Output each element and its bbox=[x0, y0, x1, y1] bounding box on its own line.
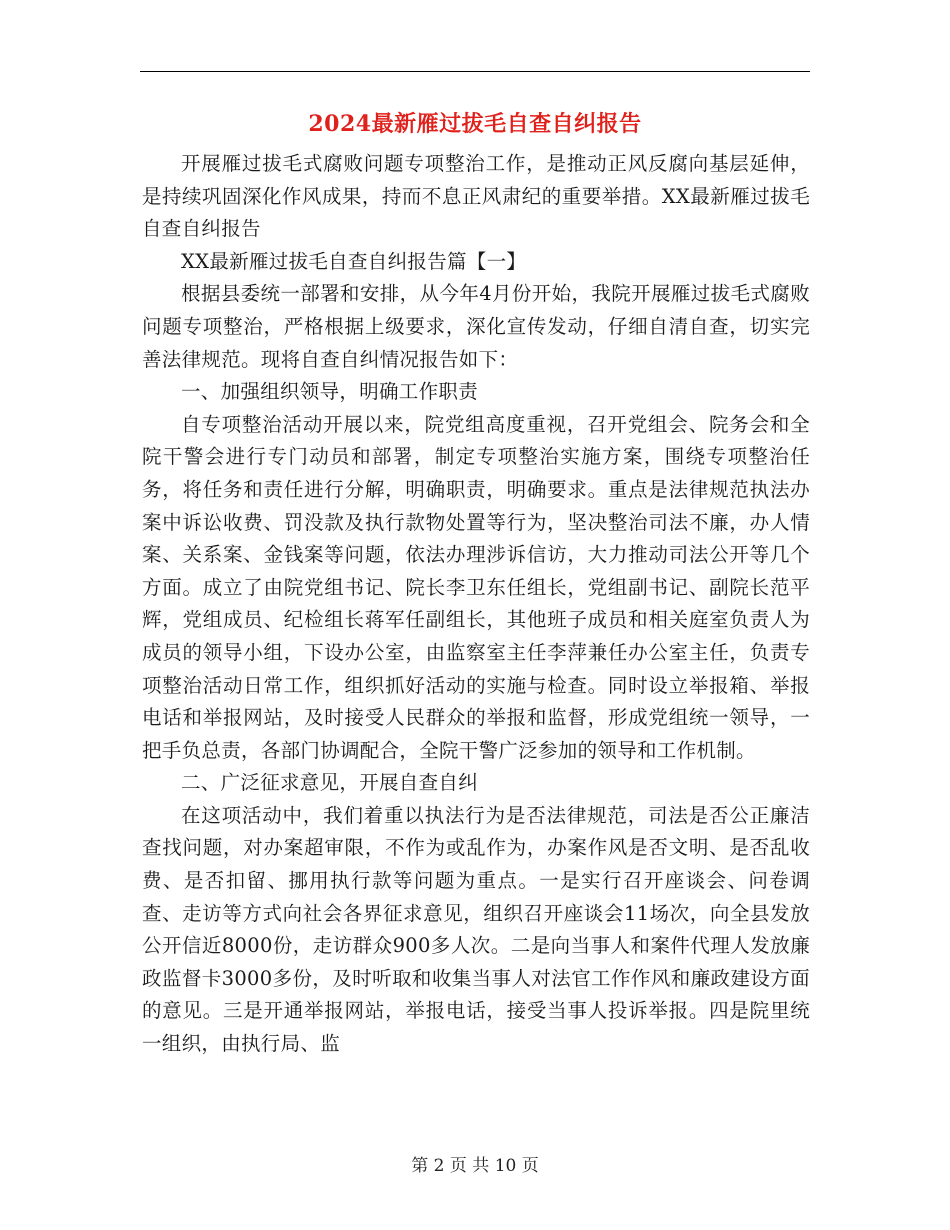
document-body bbox=[142, 148, 810, 1061]
document-title: 2024最新雁过拔毛自查自纠报告 bbox=[308, 111, 642, 137]
paragraph-organization: 自专项整治活动开展以来，院党组高度重视，召开党组会、院务会和全院干警会进行专门动员和部署，制定专项整治实施方案，围绕专项整治任务，将任务和责任进行分解，明确职责，明确要求。重点是法律规范执法办案中诉讼收费、罚没款及执行款物处置等行为，坚决整治司法不廉，办人情案、关系案、金钱案等问题，依法办理涉诉信访，大力推动司法公开等几个方面。成立了由院党组书记、院长李卫东任组长，党组副书记、副院长范平辉，党组成员、纪检组长蒋军任副组长，其他班子成员和相关庭室负责人为成员的领导小组，下设办公室，由监察室主任李萍兼任办公室主任，负责专项整治活动日常工作，组织抓好活动的实施与检查。同时设立举报箱、举报电话和举报网站，及时接受人民群众的举报和监督，形成党组统一领导，一把手负总责，各部门协调配合，全院干警广泛参加的领导和工作机制。 bbox=[142, 412, 810, 762]
paragraph-self-check: 在这项活动中，我们着重以执法行为是否法律规范，司法是否公正廉洁查找问题，对办案超审限，不作为或乱作为，办案作风是否文明、是否乱收费、是否扣留、挪用执行款等问题为重点。一是实行召开座谈会、问卷调查、走访等方式向社会各界征求意见，组织召开座谈会11场次，向全县发放公开信近8000份，走访群众900多人次。二是向当事人和案件代理人发放廉政监督卡3000多份，及时听取和收集当事人对法官工作作风和廉政建设方面的意见。三是开通举报网站，举报电话，接受当事人投诉举报。四是院里统一组织，由执行局、监 bbox=[142, 803, 810, 1056]
page-number: 第 2 页 共 10 页 bbox=[411, 1156, 539, 1176]
opening-paragraph: 根据县委统一部署和安排，从今年4月份开始，我院开展雁过拔毛式腐败问题专项整治，严格根据上级要求，深化宣传发动，仔细自清自查，切实完善法律规范。现将自查自纠情况报告如下： bbox=[142, 282, 810, 371]
section-title: XX最新雁过拔毛自查自纠报告篇【一】 bbox=[181, 249, 527, 273]
heading-two: 二、广泛征求意见，开展自查自纠 bbox=[181, 771, 479, 795]
header-rule bbox=[140, 71, 810, 72]
heading-one: 一、加强组织领导，明确工作职责 bbox=[181, 380, 479, 404]
intro-paragraph: 开展雁过拔毛式腐败问题专项整治工作，是推动正风反腐向基层延伸，是持续巩固深化作风成果，持而不息正风肃纪的重要举措。XX最新雁过拔毛自查自纠报告 bbox=[142, 152, 810, 241]
